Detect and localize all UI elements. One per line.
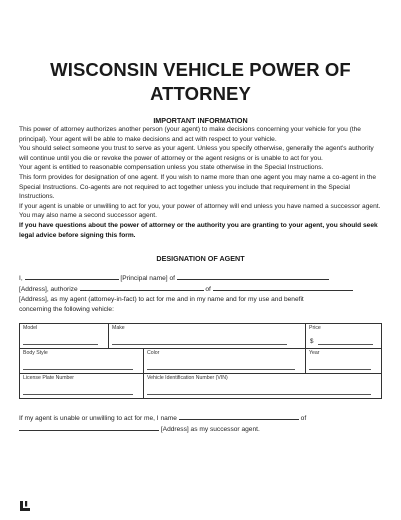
vehicle-row-3 [20, 374, 382, 399]
legal-advice-notice: If you have questions about the power of attorney or the authority you are granting to your agent, you should seek legal advice before signing this form. [19, 221, 378, 239]
brand-logo-icon [19, 500, 31, 512]
successor-address-field[interactable] [19, 424, 159, 431]
designation-line-1: I, [Principal name] of [19, 273, 382, 284]
agent-name-field[interactable] [80, 284, 204, 291]
designation-line-3: [Address], as my agent (attorney-in-fact) to act for me and in my name and for my use and benefit [19, 295, 304, 303]
paragraph-compensation: Your agent is entitled to reasonable compensation unless you state otherwise in the Special Instructions. [19, 164, 324, 172]
successor-line-1: If my agent is unable or unwilling to act for me, I name of [19, 415, 307, 423]
designation-line-2: [Address], authorize of [19, 284, 382, 295]
paragraph-authorization: This power of attorney authorizes another person (your agent) to make decisions concerning your vehicle for you (the principal). Your agent will be able to make decisions and act with respect to your vehicle. [19, 126, 361, 143]
designation-heading: DESIGNATION OF AGENT [156, 254, 245, 264]
body-style-cell[interactable]: Body Style [20, 349, 144, 374]
designation-block [19, 273, 382, 314]
paragraph-select-agent: You should select someone you trust to serve as your agent. Unless you specify otherwise, generally the agent's authority will continue until you die or revoke the power of attorney or the agent resigns or is unable to act for you. [19, 145, 374, 162]
color-cell[interactable]: Color [144, 349, 306, 374]
principal-address-field[interactable] [177, 273, 329, 280]
paragraph-successor-info: If your agent is unable or unwilling to act for you, your power of attorney will end unless you have named a successor agent. You may also name a second successor agent. [19, 202, 381, 220]
year-cell[interactable]: Year [306, 349, 382, 374]
successor-name-field[interactable] [179, 413, 299, 420]
paragraph-co-agent: This form provides for designation of one agent. If you wish to name more than one agent you may name a co-agent in the Special Instructions. Co-agents are not required to act together unless you include that requirement in the Special Instructions. [19, 173, 377, 201]
successor-line-2: [Address] as my successor agent. [19, 424, 382, 435]
agent-address-field[interactable] [213, 284, 353, 291]
vehicle-row-1 [20, 324, 382, 349]
vehicle-table [19, 323, 382, 399]
successor-block [19, 413, 382, 435]
important-heading: IMPORTANT INFORMATION [153, 116, 248, 125]
designation-line-4: concerning the following vehicle: [19, 305, 114, 313]
vehicle-row-2 [20, 349, 382, 374]
title-line-2: ATTORNEY [150, 83, 251, 104]
principal-name-field[interactable] [25, 273, 119, 280]
document-title [19, 0, 382, 106]
model-cell[interactable]: Model [20, 324, 109, 349]
license-plate-cell[interactable]: License Plate Number [20, 374, 144, 399]
vin-cell[interactable]: Vehicle Identification Number (VIN) [144, 374, 382, 399]
price-cell[interactable]: Price $ [306, 324, 382, 349]
title-line-1: WISCONSIN VEHICLE POWER OF [50, 59, 351, 80]
make-cell[interactable]: Make [109, 324, 306, 349]
dollar-sign: $ [310, 338, 314, 346]
